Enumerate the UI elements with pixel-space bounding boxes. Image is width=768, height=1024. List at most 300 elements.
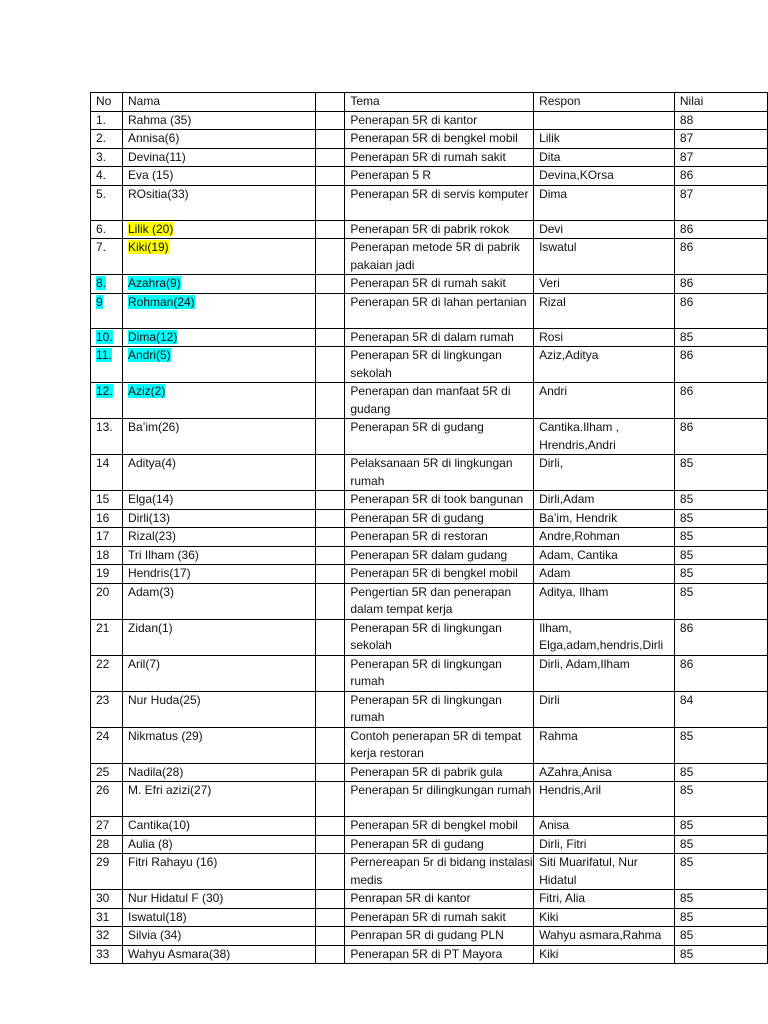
tema-text: Pelaksanaan 5R di lingkungan rumah — [350, 456, 513, 488]
cell-nilai — [674, 583, 767, 619]
respon-text: Wahyu asmara,Rahma — [539, 928, 662, 942]
cell-respon — [534, 167, 675, 186]
cell-tema — [345, 619, 534, 655]
cell-no — [91, 890, 123, 909]
empty-cell — [315, 347, 344, 383]
nilai-text: 85 — [679, 529, 694, 543]
respon-text: Dita — [539, 149, 561, 164]
cell-respon — [534, 509, 675, 528]
cell-no — [91, 239, 123, 275]
cell-nama — [122, 583, 315, 619]
header-respon: Respon — [534, 93, 675, 112]
empty-cell — [315, 220, 344, 239]
cell-tema — [345, 509, 534, 528]
no-text: 29 — [96, 855, 110, 869]
cell-nama — [122, 491, 315, 510]
cell-respon — [534, 328, 675, 347]
cell-respon — [534, 185, 675, 220]
cell-nilai — [674, 763, 767, 782]
tema-text: Penerapan metode 5R di pabrik pakaian jadi — [350, 240, 520, 272]
cell-nama — [122, 275, 315, 294]
respon-text: Veri — [539, 276, 560, 290]
nilai-text: 86 — [679, 276, 694, 290]
nilai-text: 86 — [679, 656, 694, 671]
table-row — [91, 130, 768, 149]
tema-text: Penerapan 5R di servis komputer — [350, 186, 529, 201]
nama-text: Nikmatus (29) — [127, 728, 203, 743]
nilai-text: 86 — [679, 384, 694, 398]
nama-text: Aulia (8) — [127, 836, 173, 851]
cell-tema — [345, 854, 534, 890]
nilai-text: 85 — [679, 456, 694, 470]
cell-nilai — [674, 383, 767, 419]
nama-text: Tri Ilham (36) — [127, 547, 199, 562]
cell-nilai — [674, 835, 767, 854]
respon-text: Cantika.Ilham , Hrendris,Andri — [539, 420, 620, 452]
cell-nama — [122, 419, 315, 455]
cell-respon — [534, 835, 675, 854]
cell-respon — [534, 655, 675, 691]
no-text: 11. — [96, 348, 112, 362]
empty-cell — [315, 455, 344, 491]
nama-text: Adam(3) — [127, 584, 174, 599]
cell-respon — [534, 347, 675, 383]
cell-respon — [534, 763, 675, 782]
table-row — [91, 111, 768, 130]
cell-respon — [534, 782, 675, 817]
tema-text: Penrapan 5R di gudang PLN — [350, 928, 504, 942]
cell-no — [91, 835, 123, 854]
no-text: 33 — [96, 946, 110, 961]
cell-no — [91, 945, 123, 964]
tema-text: Penerapan 5R di restoran — [350, 529, 488, 543]
cell-nama — [122, 835, 315, 854]
empty-cell — [315, 148, 344, 167]
cell-nama — [122, 185, 315, 220]
cell-nilai — [674, 908, 767, 927]
nilai-text: 86 — [679, 240, 694, 254]
cell-nama — [122, 727, 315, 763]
empty-cell — [315, 111, 344, 130]
respon-text: Adam — [539, 566, 571, 580]
cell-respon — [534, 220, 675, 239]
no-text: 12. — [96, 384, 113, 398]
cell-nama — [122, 782, 315, 817]
respon-text: Rahma — [539, 728, 578, 743]
cell-tema — [345, 275, 534, 294]
empty-cell — [315, 619, 344, 655]
cell-nama — [122, 528, 315, 547]
empty-cell — [315, 275, 344, 294]
cell-tema — [345, 835, 534, 854]
tema-text: Penerapan 5R di kantor — [350, 112, 478, 127]
cell-respon — [534, 854, 675, 890]
nilai-text: 85 — [679, 329, 694, 344]
cell-tema — [345, 565, 534, 584]
empty-cell — [315, 185, 344, 220]
cell-nilai — [674, 619, 767, 655]
respon-text: Adam, Cantika — [539, 547, 618, 562]
cell-respon — [534, 528, 675, 547]
no-text: 31 — [96, 909, 110, 924]
cell-no — [91, 727, 123, 763]
no-text: 18 — [96, 547, 110, 562]
nilai-text: 87 — [679, 149, 694, 164]
table-row — [91, 835, 768, 854]
nilai-text: 85 — [679, 510, 694, 525]
no-text: 16 — [96, 510, 110, 525]
cell-nilai — [674, 927, 767, 946]
header-no: No — [91, 93, 123, 112]
cell-respon — [534, 275, 675, 294]
empty-cell — [315, 419, 344, 455]
nilai-text: 85 — [679, 909, 694, 924]
table-row — [91, 185, 768, 220]
cell-tema — [345, 908, 534, 927]
cell-tema — [345, 763, 534, 782]
table-row — [91, 239, 768, 275]
cell-no — [91, 854, 123, 890]
nilai-text: 84 — [679, 692, 694, 707]
empty-cell — [315, 927, 344, 946]
cell-no — [91, 328, 123, 347]
respon-text: Anisa — [539, 818, 570, 832]
cell-tema — [345, 546, 534, 565]
cell-respon — [534, 727, 675, 763]
nilai-text: 85 — [679, 547, 694, 562]
empty-cell — [315, 293, 344, 328]
cell-tema — [345, 782, 534, 817]
cell-nama — [122, 293, 315, 328]
cell-tema — [345, 130, 534, 149]
nama-text: Lilik (20) — [127, 221, 174, 236]
cell-no — [91, 491, 123, 510]
table-row — [91, 419, 768, 455]
cell-tema — [345, 239, 534, 275]
cell-nama — [122, 655, 315, 691]
respon-text: Devina,KOrsa — [539, 168, 614, 182]
header-tema: Tema — [345, 93, 534, 112]
table-row — [91, 763, 768, 782]
respon-text: Andre,Rohman — [539, 529, 620, 543]
empty-cell — [315, 655, 344, 691]
cell-no — [91, 185, 123, 220]
empty-cell — [315, 528, 344, 547]
no-text: 26 — [96, 783, 110, 797]
cell-tema — [345, 691, 534, 727]
nama-text: Silvia (34) — [127, 928, 182, 942]
nama-text: Kiki(19) — [127, 240, 169, 254]
table-row — [91, 148, 768, 167]
cell-nama — [122, 328, 315, 347]
empty-cell — [315, 945, 344, 964]
tema-text: Penerapan 5r dilingkungan rumah — [350, 783, 532, 797]
cell-tema — [345, 419, 534, 455]
cell-nama — [122, 546, 315, 565]
cell-nama — [122, 167, 315, 186]
respon-text: Aziz,Aditya — [539, 348, 599, 362]
no-text: 30 — [96, 891, 110, 905]
tema-text: Penerapan 5R di bengkel mobil — [350, 818, 518, 832]
tema-text: Penerapan 5R di pabrik rokok — [350, 221, 510, 236]
no-text: 32 — [96, 928, 110, 942]
table-row — [91, 275, 768, 294]
nama-text: Rahma (35) — [127, 112, 192, 127]
cell-respon — [534, 908, 675, 927]
cell-tema — [345, 727, 534, 763]
cell-no — [91, 583, 123, 619]
no-text: 22 — [96, 656, 110, 671]
nama-text: M. Efri azizi(27) — [127, 783, 212, 797]
header-row — [91, 93, 768, 112]
empty-cell — [315, 817, 344, 836]
no-text: 5. — [96, 186, 107, 201]
cell-nilai — [674, 167, 767, 186]
cell-nilai — [674, 293, 767, 328]
nama-text: Rohman(24) — [127, 294, 195, 309]
cell-no — [91, 927, 123, 946]
nilai-text: 88 — [679, 112, 694, 127]
cell-respon — [534, 619, 675, 655]
cell-respon — [534, 927, 675, 946]
cell-no — [91, 546, 123, 565]
cell-nama — [122, 890, 315, 909]
cell-tema — [345, 347, 534, 383]
nama-text: Dima(12) — [127, 329, 178, 344]
no-text: 25 — [96, 764, 110, 779]
cell-nama — [122, 763, 315, 782]
cell-respon — [534, 455, 675, 491]
nilai-text: 85 — [679, 492, 694, 506]
respon-text: Kiki — [539, 946, 559, 961]
respon-text: Dirli, Fitri — [539, 836, 587, 851]
no-text: 3. — [96, 149, 107, 164]
table-row — [91, 347, 768, 383]
cell-nilai — [674, 220, 767, 239]
table-row — [91, 727, 768, 763]
cell-no — [91, 419, 123, 455]
cell-nilai — [674, 148, 767, 167]
nilai-text: 87 — [679, 131, 694, 145]
cell-tema — [345, 491, 534, 510]
nama-text: Nur Huda(25) — [127, 692, 201, 707]
nilai-text: 85 — [679, 928, 694, 942]
table-row — [91, 890, 768, 909]
nama-text: Devina(11) — [127, 149, 186, 164]
table-row — [91, 655, 768, 691]
no-text: 23 — [96, 692, 110, 707]
respon-text: Siti Muarifatul, Nur Hidatul — [539, 855, 638, 887]
cell-nama — [122, 509, 315, 528]
tema-text: Pengertian 5R dan penerapan dalam tempat kerja — [350, 584, 512, 616]
tema-text: Penerapan 5R di rumah sakit — [350, 909, 506, 924]
cell-nilai — [674, 655, 767, 691]
cell-respon — [534, 546, 675, 565]
table-row — [91, 328, 768, 347]
nama-text: Andri(5) — [127, 348, 171, 362]
nilai-text: 85 — [679, 818, 694, 832]
empty-cell — [315, 782, 344, 817]
no-text: 7. — [96, 240, 107, 254]
cell-no — [91, 565, 123, 584]
cell-respon — [534, 130, 675, 149]
respon-text: Rosi — [539, 329, 564, 344]
no-text: 1. — [96, 112, 107, 127]
no-text: 15 — [96, 492, 110, 506]
cell-respon — [534, 148, 675, 167]
table-row — [91, 546, 768, 565]
respon-text: Lilik — [539, 131, 560, 145]
tema-text: Penerapan 5R dalam gudang — [350, 547, 508, 562]
nilai-text: 86 — [679, 168, 694, 182]
empty-cell — [315, 835, 344, 854]
cell-nilai — [674, 945, 767, 964]
no-text: 2. — [96, 131, 107, 145]
cell-nilai — [674, 111, 767, 130]
tema-text: Penerapan 5R di lingkungan sekolah — [350, 620, 502, 652]
table-row — [91, 619, 768, 655]
cell-respon — [534, 293, 675, 328]
nama-text: Hendris(17) — [127, 566, 191, 580]
nama-text: Iswatul(18) — [127, 909, 187, 924]
cell-nilai — [674, 239, 767, 275]
nilai-text: 85 — [679, 855, 694, 869]
nilai-text: 86 — [679, 348, 694, 362]
no-text: 6. — [96, 221, 107, 236]
nama-text: Annisa(6) — [127, 131, 180, 145]
nilai-text: 85 — [679, 946, 694, 961]
table-row — [91, 927, 768, 946]
cell-nama — [122, 945, 315, 964]
empty-cell — [315, 565, 344, 584]
cell-no — [91, 347, 123, 383]
tema-text: Penerapan 5R di rumah sakit — [350, 276, 506, 290]
cell-nama — [122, 347, 315, 383]
table-body — [91, 111, 768, 964]
table-row — [91, 491, 768, 510]
cell-nama — [122, 239, 315, 275]
cell-respon — [534, 565, 675, 584]
no-text: 13. — [96, 420, 113, 434]
cell-tema — [345, 945, 534, 964]
no-text: 10. — [96, 329, 113, 344]
nama-text: Elga(14) — [127, 492, 174, 506]
cell-no — [91, 908, 123, 927]
nama-text: Cantika(10) — [127, 818, 191, 832]
table-row — [91, 945, 768, 964]
nama-text: Nadila(28) — [127, 764, 184, 779]
cell-tema — [345, 111, 534, 130]
nama-text: Eva (15) — [127, 168, 174, 182]
respon-text: Dirli, Adam,Ilham — [539, 656, 630, 671]
cell-tema — [345, 817, 534, 836]
tema-text: Penerapan 5R di gudang — [350, 836, 484, 851]
table-row — [91, 854, 768, 890]
cell-nilai — [674, 328, 767, 347]
nilai-text: 85 — [679, 584, 694, 599]
respon-text: AZahra,Anisa — [539, 764, 612, 779]
cell-no — [91, 691, 123, 727]
no-text: 20 — [96, 584, 110, 599]
cell-nama — [122, 619, 315, 655]
cell-respon — [534, 583, 675, 619]
tema-text: Penerapan 5 R — [350, 168, 432, 182]
nilai-text: 86 — [679, 294, 694, 309]
cell-nilai — [674, 509, 767, 528]
empty-cell — [315, 583, 344, 619]
tema-text: Pernereapan 5r di bidang instalasi medis — [350, 855, 533, 887]
cell-respon — [534, 817, 675, 836]
cell-nilai — [674, 854, 767, 890]
no-text: 4. — [96, 168, 107, 182]
respon-text: Rizal — [539, 294, 566, 309]
nama-text: Aziz(2) — [127, 384, 166, 398]
empty-cell — [315, 727, 344, 763]
cell-tema — [345, 220, 534, 239]
cell-nama — [122, 908, 315, 927]
cell-nilai — [674, 491, 767, 510]
tema-text: Penerapan 5R di lahan pertanian — [350, 294, 527, 309]
empty-cell — [315, 890, 344, 909]
header-nilai: Nilai — [674, 93, 767, 112]
cell-respon — [534, 890, 675, 909]
respon-text: Dirli, — [539, 456, 564, 470]
nama-text: Zidan(1) — [127, 620, 173, 635]
cell-no — [91, 220, 123, 239]
cell-no — [91, 528, 123, 547]
nilai-text: 85 — [679, 836, 694, 851]
respon-text: Dirli,Adam — [539, 492, 595, 506]
cell-nilai — [674, 347, 767, 383]
cell-nama — [122, 565, 315, 584]
cell-nilai — [674, 185, 767, 220]
cell-no — [91, 293, 123, 328]
tema-text: Penerapan 5R di bengkel mobil — [350, 566, 518, 580]
table-row — [91, 293, 768, 328]
cell-no — [91, 111, 123, 130]
empty-cell — [315, 167, 344, 186]
respon-text: Kiki — [539, 909, 559, 924]
cell-nama — [122, 383, 315, 419]
tema-text: Penerapan 5R di lingkungan rumah — [350, 692, 502, 724]
cell-nilai — [674, 782, 767, 817]
cell-nilai — [674, 455, 767, 491]
cell-no — [91, 275, 123, 294]
nama-text: ROsitia(33) — [127, 186, 189, 201]
respon-text: Ilham, Elga,adam,hendris,Dirli — [539, 620, 664, 652]
respon-text: Andri — [539, 384, 568, 398]
score-table — [90, 92, 768, 964]
cell-nilai — [674, 817, 767, 836]
cell-respon — [534, 491, 675, 510]
table-row — [91, 455, 768, 491]
tema-text: Penerapan 5R di dalam rumah — [350, 329, 514, 344]
cell-tema — [345, 328, 534, 347]
nama-text: Ba’im(26) — [127, 420, 180, 434]
no-text: 8. — [96, 276, 107, 290]
respon-text: Iswatul — [539, 240, 577, 254]
table-row — [91, 817, 768, 836]
cell-tema — [345, 148, 534, 167]
cell-no — [91, 619, 123, 655]
no-text: 28 — [96, 836, 110, 851]
table-row — [91, 691, 768, 727]
tema-text: Penerapan 5R di pabrik gula — [350, 764, 503, 779]
table-row — [91, 383, 768, 419]
cell-tema — [345, 167, 534, 186]
cell-respon — [534, 419, 675, 455]
nama-text: Aril(7) — [127, 656, 160, 671]
